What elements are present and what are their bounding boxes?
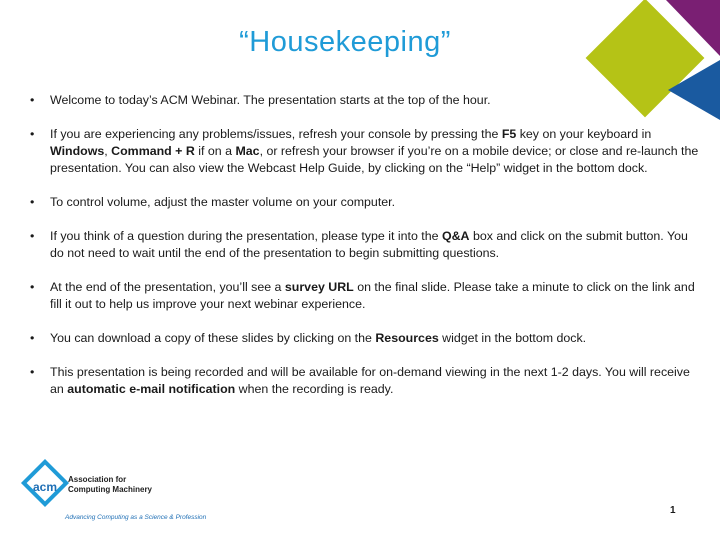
bullet-item: [30, 126, 705, 177]
slide-title: “Housekeeping”: [239, 26, 451, 58]
bullet-text: on the final slide. Please take a minute to click on the link and fill it out to help us improve your next webinar experience.: [50, 280, 695, 311]
bullet-marker: •: [30, 331, 35, 345]
bullet-text: You can download a copy of these slides by clicking on the: [50, 331, 376, 345]
bullet-text: if on a: [194, 144, 236, 158]
bullet-item: [30, 92, 705, 109]
bullet-text: , or refresh your browser if you’re on a mobile device; or close and re-launch the presentation. You can also view the Webcast Help Guide, by clicking on the “Help” widget in the bottom dock.: [50, 144, 699, 175]
bullet-item: [30, 364, 705, 398]
logo-org-name: [68, 475, 152, 495]
bullet-item: [30, 279, 705, 313]
bullet-text: If you are experiencing any problems/issues, refresh your console by pressing the: [50, 127, 502, 141]
bullet-marker: •: [30, 93, 35, 107]
bullet-text: At the end of the presentation, you’ll see a: [50, 280, 285, 294]
housekeeping-list: [30, 92, 705, 415]
bullet-emphasis: Mac: [235, 144, 260, 158]
bullet-text: If you think of a question during the presentation, please type it into the: [50, 229, 442, 243]
bullet-marker: •: [30, 365, 35, 379]
bullet-text: This presentation is being recorded and will be available for on-demand viewing in the next 1-2 days. You will receive an: [50, 365, 690, 396]
acm-logo: [18, 466, 218, 526]
bullet-text: when the recording is ready.: [235, 382, 394, 396]
bullet-emphasis: Q&A: [441, 229, 470, 243]
bullet-text: Welcome to today’s ACM Webinar. The presentation starts at the top of the hour.: [50, 93, 491, 107]
bullet-item: [30, 228, 705, 262]
bullet-emphasis: Command + R: [111, 144, 195, 158]
page-number: 1: [670, 505, 676, 516]
bullet-emphasis: Resources: [375, 331, 439, 345]
bullet-item: [30, 330, 705, 347]
bullet-emphasis: automatic e-mail notification: [67, 382, 236, 396]
bullet-emphasis: survey URL: [284, 280, 354, 294]
bullet-emphasis: Windows: [50, 144, 105, 158]
bullet-text: widget in the bottom dock.: [438, 331, 587, 345]
logo-name-line2: Computing Machinery: [68, 485, 153, 494]
bullet-marker: •: [30, 229, 35, 243]
bullet-marker: •: [30, 195, 35, 209]
bullet-text: ,: [104, 144, 112, 158]
bullet-emphasis: F5: [501, 127, 517, 141]
bullet-marker: •: [30, 127, 35, 141]
bullet-text: To control volume, adjust the master volume on your computer.: [50, 195, 396, 209]
logo-tagline: Advancing Computing as a Science & Profession: [65, 514, 207, 521]
logo-name-line1: Association for: [68, 475, 127, 484]
logo-mark: acm: [32, 480, 58, 494]
bullet-text: box and click on the submit button. You do not need to wait until the end of the presentation to begin submitting questions.: [50, 229, 688, 260]
bullet-text: key on your keyboard in: [516, 127, 652, 141]
bullet-marker: •: [30, 280, 35, 294]
bullet-item: [30, 194, 705, 211]
